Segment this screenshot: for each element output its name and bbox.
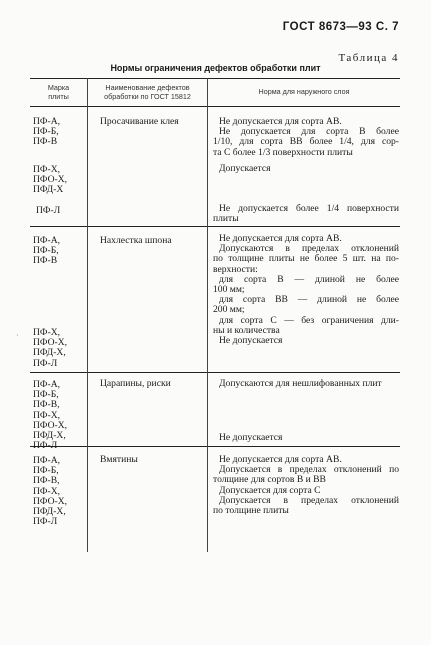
norm-text: Допускается (219, 163, 271, 174)
column-header-mark: Марка плиты (47, 83, 70, 101)
norm-text: Не допускается более 1/4 поверхности плиты (213, 203, 399, 225)
defect-name: Просачивание клея (100, 116, 179, 127)
norm-text: Не допускается (219, 432, 283, 443)
row-divider (30, 372, 400, 373)
table-number: Таблица 4 (338, 52, 399, 64)
defect-name: Царапины, риски (100, 378, 171, 389)
document-header: ГОСТ 8673—93 С. 7 (282, 21, 399, 33)
norm-text: Допускаются для нешлифованных плит (219, 378, 382, 389)
table-top-rule (30, 78, 400, 79)
column-divider (87, 78, 88, 552)
grade-list: ПФ-А, ПФ-Б, ПФ-В (33, 235, 61, 267)
norm-text: Не допускается (219, 335, 283, 346)
defect-name: Нахлестка шпона (100, 235, 172, 246)
norm-text: Не допускается для сорта АВ. Не допускается для сорта В более 1/10, для сорта ВВ более 1/4, для сор- та С более 1/3 поверхности плиты (213, 116, 399, 158)
header-bottom-rule (30, 106, 400, 107)
column-header-norm: Норма для наружного слоя (258, 87, 350, 96)
grade-list: ПФ-Л (36, 205, 61, 216)
grade-list: ПФ-А, ПФ-Б, ПФ-В (33, 116, 61, 148)
grade-list: ПФ-А, ПФ-Б, ПФ-В, ПФ-Х, ПФО-Х, ПФД-Х, ПФ-Л (33, 379, 68, 452)
column-header-defect: Наименование дефектов обработки по ГОСТ 15812 (104, 83, 191, 101)
norm-text: Не допускается для сорта АВ. Допускается в пределах отклонений по толщине для сортов В и ВВ Допускается для сорта С Допускается в пределах отклонений по толщине плиты (213, 454, 399, 517)
grade-list: ПФ-Х, ПФО-Х, ПФД-Х, ПФ-Л (33, 327, 68, 369)
column-divider (207, 78, 208, 552)
grade-list: ПФ-Х, ПФО-Х, ПФД-Х (33, 164, 68, 196)
margin-mark: · (16, 331, 19, 340)
row-divider (30, 446, 400, 447)
norm-text: Не допускается для сорта АВ. Допускаются в пределах отклонений по толщине плиты не более 5 шт. на по- верхности: для сорта В — длиной не более 100 мм; для сорта ВВ — длиной не более 200 мм; для сорта С — без ограничения дли- ны и количества (213, 233, 399, 336)
grade-list: ПФ-А, ПФ-Б, ПФ-В, ПФ-Х, ПФО-Х, ПФД-Х, ПФ-Л (33, 455, 68, 528)
defect-name: Вмятины (100, 454, 138, 465)
row-divider (30, 226, 400, 227)
table-caption: Нормы ограничения дефектов обработки плит (110, 63, 321, 73)
